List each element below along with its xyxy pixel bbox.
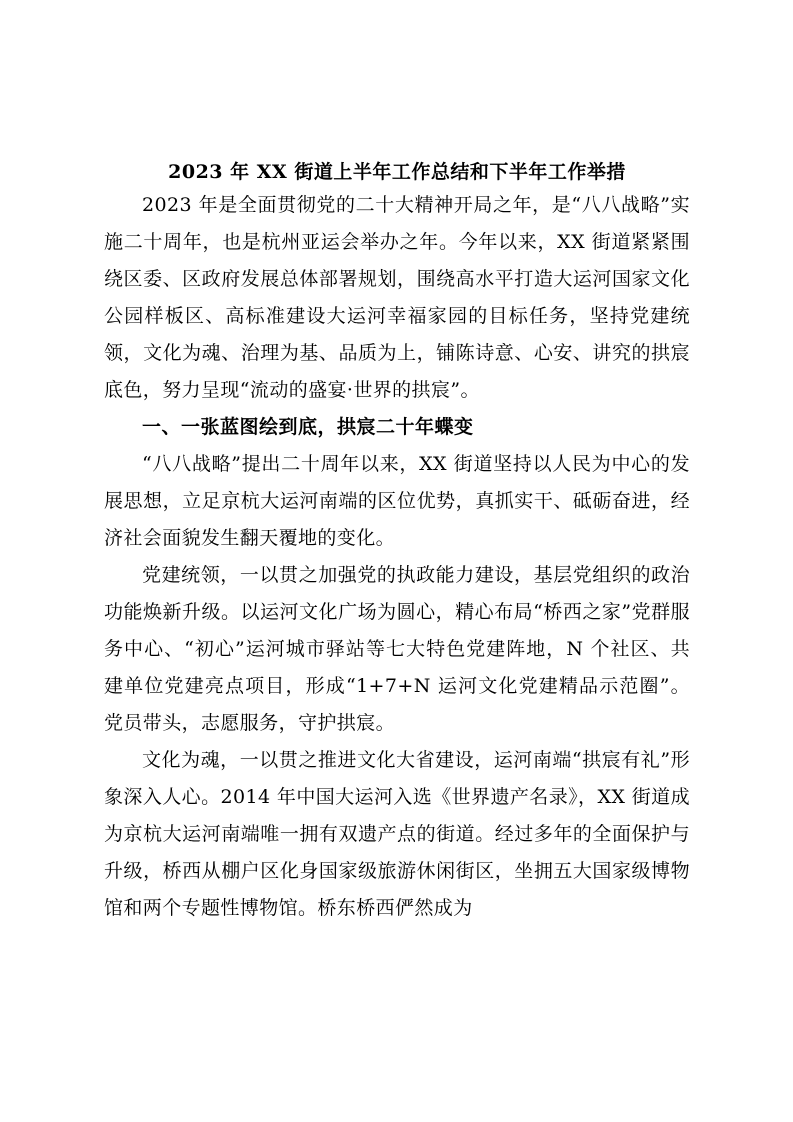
intro-paragraph: 2023 年是全面贯彻党的二十大精神开局之年，是“八八战略”实施二十周年，也是杭州亚运会举办之年。今年以来，XX 街道紧紧围绕区委、区政府发展总体部署规划，围绕高水平打造大运河国家文化公园样板区、高标准建设大运河幸福家园的目标任务，坚持党建统领，文化为魂、治理为基、品质为上，铺陈诗意、心安、讲究的拱宸底色，努力呈现“流动的盛宴·世界的拱宸”。	[104, 194, 690, 401]
section1-paragraph-2: 党建统领，一以贯之加强党的执政能力建设，基层党组织的政治功能焕新升级。以运河文化广场为圆心，精心布局“桥西之家”党群服务中心、“初心”运河城市驿站等七大特色党建阵地，N 个社区、共建单位党建亮点项目，形成“1+7+N 运河文化党建精品示范圈”。党员带头，志愿服务，守护拱宸。	[104, 564, 690, 734]
document-body	[104, 157, 690, 927]
section1-paragraph-3: 文化为魂，一以贯之推进文化大省建设，运河南端“拱宸有礼”形象深入人心。2014 年中国大运河入选《世界遗产名录》，XX 街道成为京杭大运河南端唯一拥有双遗产点的街道。经过多年的全面保护与升级，桥西从棚户区化身国家级旅游休闲街区，坐拥五大国家级博物馆和两个专题性博物馆。桥东桥西俨然成为	[104, 749, 690, 919]
section1-paragraph-1: “八八战略”提出二十周年以来，XX 街道坚持以人民为中心的发展思想，立足京杭大运河南端的区位优势，真抓实干、砥砺奋进，经济社会面貌发生翻天覆地的变化。	[104, 453, 690, 549]
document-title: 2023 年 XX 街道上半年工作总结和下半年工作举措	[168, 161, 626, 183]
section-heading-1: 一、一张蓝图绘到底，拱宸二十年蝶变	[142, 416, 474, 438]
